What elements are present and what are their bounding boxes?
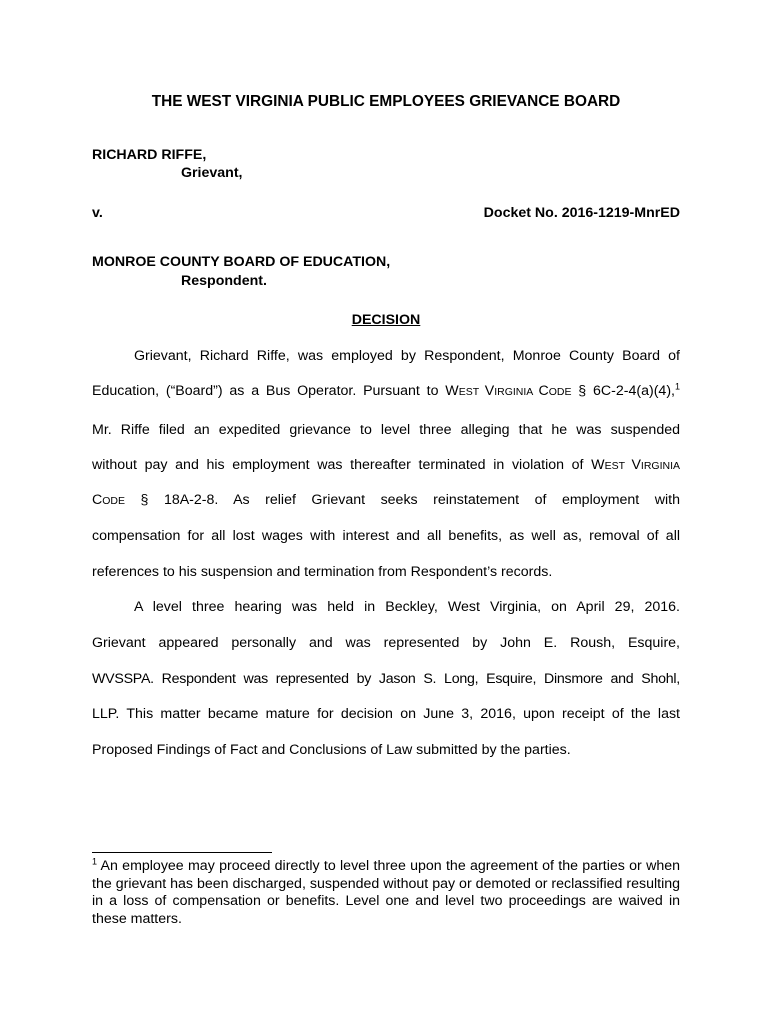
paragraph1-line2: Education, (“Board”) as a Bus Operator. Pursuant to WEST VIRGINIA CODE § 6C-2-4(a)(4),$^1$ (92, 381, 680, 399)
respondent-role: Respondent. (181, 273, 267, 289)
respondent-name: MONROE COUNTY BOARD OF EDUCATION, (92, 254, 391, 270)
versus-label: v. (92, 205, 103, 221)
paragraph1-line3: Mr. Riffe filed an expedited grievance to level three alleging that he was suspended (92, 422, 680, 438)
paragraph1-line1: Grievant, Richard Riffe, was employed by Respondent, Monroe County Board of (134, 348, 680, 364)
paragraph2-line2: Grievant appeared personally and was represented by John E. Roush, Esquire, (92, 635, 680, 651)
board-title: THE WEST VIRGINIA PUBLIC EMPLOYEES GRIEVANCE BOARD (151, 93, 621, 110)
footnote-divider (92, 852, 272, 853)
paragraph1-line4: without pay and his employment was thereafter terminated in violation of WEST VIRGINIA (92, 457, 680, 473)
paragraph2-line3: WVSSPA. Respondent was represented by Jason S. Long, Esquire, Dinsmore and Shohl, (92, 671, 680, 687)
paragraph1-line7: references to his suspension and termination from Respondent’s records. (92, 564, 553, 580)
grievant-role: Grievant, (181, 165, 243, 181)
footnote (92, 858, 680, 928)
grievant-name: RICHARD RIFFE, (92, 147, 207, 163)
paragraph2-line4: LLP. This matter became mature for decision on June 3, 2016, upon receipt of the last (92, 706, 680, 722)
paragraph2-line1: A level three hearing was held in Beckley, West Virginia, on April 29, 2016. (134, 599, 680, 615)
paragraph2-line5: Proposed Findings of Fact and Conclusions of Law submitted by the parties. (92, 742, 571, 758)
docket-number: Docket No. 2016-1219-MnrED (483, 205, 680, 221)
paragraph1-line6: compensation for all lost wages with interest and all benefits, as well as, removal of all (92, 528, 680, 544)
decision-heading: DECISION (351, 312, 421, 328)
footnote-text: An employee may proceed directly to level three upon the agreement of the parties or when the grievant has been discharged, suspended without pay or demoted or reclassified resulting in a loss of compensation or benefits. Level one and level two proceedings are waived in these matters. (92, 858, 680, 927)
footnote-ref: 1 (674, 381, 680, 392)
footnote-marker: 1 (92, 856, 98, 867)
paragraph1-line5: CODE § 18A-2-8. As relief Grievant seeks reinstatement of employment with (92, 492, 680, 508)
